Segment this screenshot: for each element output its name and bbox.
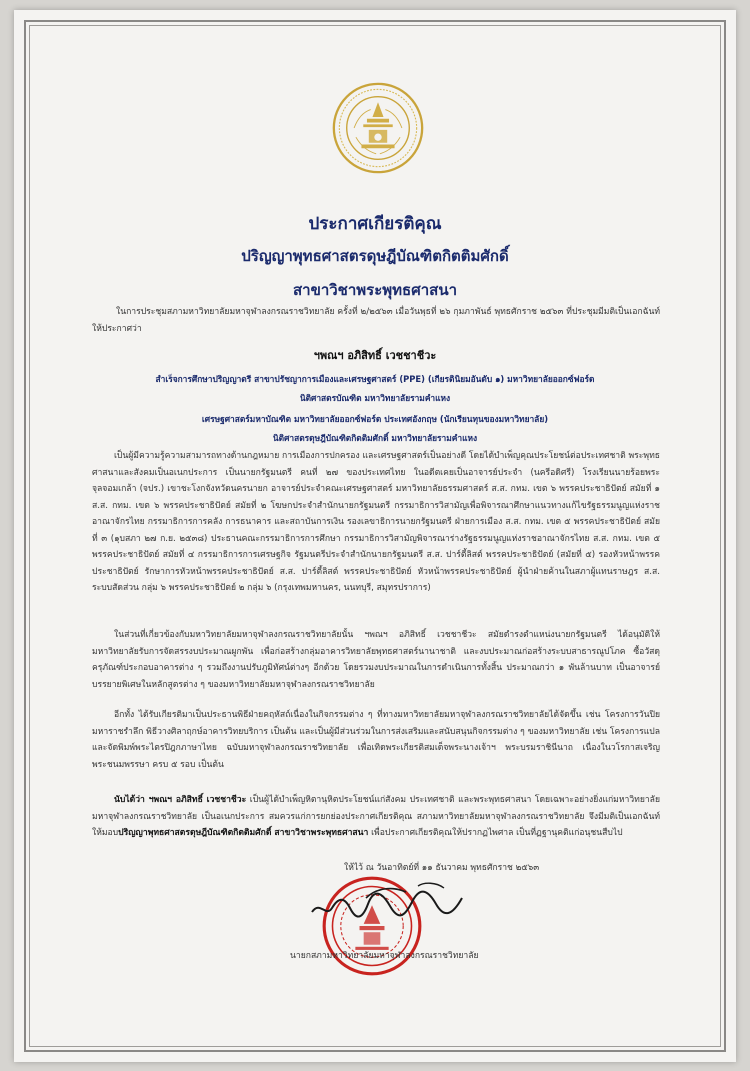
recipient-name: ฯพณฯ อภิสิทธิ์ เวชชาชีวะ — [313, 349, 437, 362]
conclusion-tail: เพื่อประกาศเกียรติคุณให้ปรากฏไพศาล เป็นที่ฏฐานุคติแก่อนุชนสืบไป — [368, 828, 623, 838]
credential-line: สำเร็จการศึกษาปริญญาตรี สาขาปรัชญาการเมืองและเศรษฐศาสตร์ (PPE) (เกียรตินิยมอันดับ ๑) มหาวิทยาลัยออกซ์ฟอร์ด — [155, 374, 595, 384]
conclusion-paragraph — [92, 792, 660, 842]
conclusion-degree: ปริญญาพุทธศาสตรดุษฎีบัณฑิตกิตติมศักดิ์ สาขาวิชาพระพุทธศาสนา — [118, 828, 369, 838]
credential-line: เศรษฐศาสตร์มหาบัณฑิต มหาวิทยาลัยออกซ์ฟอร์ด ประเทศอังกฤษ (นักเรียนทุนของมหาวิทยาลัย) — [201, 414, 549, 424]
university-emblem-icon — [332, 82, 424, 174]
certificate-paper — [14, 10, 736, 1062]
conclusion-lead: นับได้ว่า ฯพณฯ อภิสิทธิ์ เวชชาชีวะ — [114, 795, 247, 805]
university-contribution-paragraph: ในส่วนที่เกี่ยวข้องกับมหาวิทยาลัยมหาจุฬาลงกรณราชวิทยาลัยนั้น ฯพณฯ อภิสิทธิ์ เวชชาชีวะ สมัยดำรงตำแหน่งนายกรัฐมนตรี ได้อนุมัติให้มหาวิทยาลัยรับการจัดสรรงบประมาณผูกพัน เพื่อก่อสร้างกลุ่มอาคารวิทยาลัยพุทธศาสตร์นานาชาติ และงบประมาณก่อสร้างระบบสาธารณูปโภค ซื้อวัสดุครุภัณฑ์ประกอบอาคารต่าง ๆ รวมถึงงานปรับภูมิทัศน์ต่างๆ อีกด้วย โดยรวมงบประมาณในการดำเนินการทั้งสิ้น ประมาณกว่า ๑ พันล้านบาท เป็นอาจารย์บรรยายพิเศษในหลักสูตรต่าง ๆ ของมหาวิทยาลัยมหาจุฬาลงกรณราชวิทยาลัย — [92, 630, 660, 690]
signature-icon — [306, 878, 476, 928]
issue-date: ให้ไว้ ณ วันอาทิตย์ที่ ๑๑ ธันวาคม พุทธศักราช ๒๕๖๓ — [344, 863, 540, 873]
credential-line: นิติศาสตรบัณฑิต มหาวิทยาลัยรามคำแหง — [299, 393, 451, 403]
certificate-title: ประกาศเกียรติคุณ — [308, 214, 442, 234]
signer-title: นายกสภามหาวิทยาลัยมหาจุฬาลงกรณราชวิทยาลัย — [290, 951, 479, 961]
conclusion-body: เป็นผู้ได้บำเพ็ญหิตานุหิตประโยชน์แก่สังคม ประเทศชาติ และพระพุทธศาสนา โดยเฉพาะอย่างยิ่งแก่มหาวิทยาลัยมหาจุฬาลงกรณราชวิทยาลัย เป็นอเนกประการ สมควรแก่การยกย่องประกาศเกียรติคุณ สภามหาวิทยาลัยมหาจุฬาลงกรณราชวิทยาลัย จึงมีมติเป็นเอกฉันท์ให้มอบ — [92, 795, 660, 838]
credential-line: นิติศาสตรดุษฎีบัณฑิตกิตติมศักดิ์ มหาวิทยาลัยรามคำแหง — [272, 433, 478, 443]
field-title: สาขาวิชาพระพุทธศาสนา — [293, 281, 457, 299]
intro-paragraph: ในการประชุมสภามหาวิทยาลัยมหาจุฬาลงกรณราชวิทยาลัย ครั้งที่ ๒/๒๕๖๓ เมื่อวันพุธที่ ๒๖ กุมภาพันธ์ พุทธศักราช ๒๕๖๓ ที่ประชุมมีมติเป็นเอกฉันท์ให้ประกาศว่า — [92, 307, 660, 334]
career-paragraph: เป็นผู้มีความรู้ความสามารถทางด้านกฎหมาย การเมืองการปกครอง และเศรษฐศาสตร์เป็นอย่างดี โดยได้บำเพ็ญคุณประโยชน์ต่อประเทศชาติ พระพุทธศาสนาและสังคมเป็นอเนกประการ เป็นนายกรัฐมนตรี คนที่ ๒๗ ของประเทศไทย ในอดีตเคยเป็นอาจารย์ประจำ (นครีอดิศรี) โรงเรียนนายร้อยพระจุลจอมเกล้า (จปร.) เขาชะโงกจังหวัดนครนายก อาจารย์ประจำคณะเศรษฐศาสตร์ มหาวิทยาลัยธรรมศาสตร์ ส.ส. กทม. เขต ๖ พรรคประชาธิปัตย์ สมัยที่ ๑ ส.ส. กทม. เขต ๖ พรรคประชาธิปัตย์ สมัยที่ ๒ โฆษกประจำสำนักนายกรัฐมนตรี กรรมาธิการวิสามัญเพื่อพิจารณาศึกษาแนวทางแก้ไขรัฐธรรมนูญแห่งราชอาณาจักรไทย กรรมาธิการการคลัง การธนาคาร และสถาบันการเงิน รองเลขาธิการนายกรัฐมนตรี ฝ่ายการเมือง ส.ส. กทม. เขต ๕ พรรคประชาธิปัตย์ สมัยที่ ๓ (๑ุบสภา ๒๗ ก.ย. ๒๕๓๘) ประธานคณะกรรมาธิการการศึกษา กรรมาธิการวิสามัญพิจารณาร่างรัฐธรรมนูญแห่งราชอาณาจักรไทย ส.ส. กทม. เขต ๕ พรรคประชาธิปัตย์ สมัยที่ ๔ กรรมาธิการการเศรษฐกิจ รัฐมนตรีประจำสำนักนายกรัฐมนตรี ส.ส. ปาร์ตี้ลิสต์ พรรคประชาธิปัตย์ (สมัยที่ ๕) รองหัวหน้าพรรคประชาธิปัตย์ รักษาการหัวหน้าพรรคประชาธิปัตย์ ส.ส. ปาร์ตี้ลิสต์ พรรคประชาธิปัตย์ หัวหน้าพรรคประชาธิปัตย์ ผู้นำฝ่ายค้านในสภาผู้แทนราษฎร ส.ส. ระบบสัดส่วน กลุ่ม ๖ พรรคประชาธิปัตย์ ๒ กลุ่ม ๖ (กรุงเทพมหานคร, นนทบุรี, สมุทรปราการ) — [92, 451, 660, 593]
activities-paragraph: อีกทั้ง ได้รับเกียรติมาเป็นประธานพิธีฝ่ายคฤหัสถ์เนื่องในกิจกรรมต่าง ๆ ที่ทางมหาวิทยาลัยมหาจุฬาลงกรณราชวิทยาลัยได้จัดขึ้น เช่น โครงการวันปิยมหาราชรำลึก พิธีวางศิลาฤกษ์อาคารวิทยบริการ เป็นต้น และเป็นผู้มีส่วนร่วมในการส่งเสริมและสนับสนุนกิจกรรมต่าง ๆ ของมหาวิทยาลัย เช่น โครงการแปลและจัดพิมพ์พระไตรปิฎกภาษาไทย ฉบับมหาจุฬาลงกรณราชวิทยาลัย เพื่อเทิดพระเกียรติสมเด็จพระนางเจ้าฯ พระบรมราชินีนาถ เนื่องในวโรกาสเจริญพระชนมพรรษา ครบ ๕ รอบ เป็นต้น — [92, 710, 660, 770]
degree-title: ปริญญาพุทธศาสตรดุษฎีบัณฑิตกิตติมศักดิ์ — [241, 247, 509, 265]
